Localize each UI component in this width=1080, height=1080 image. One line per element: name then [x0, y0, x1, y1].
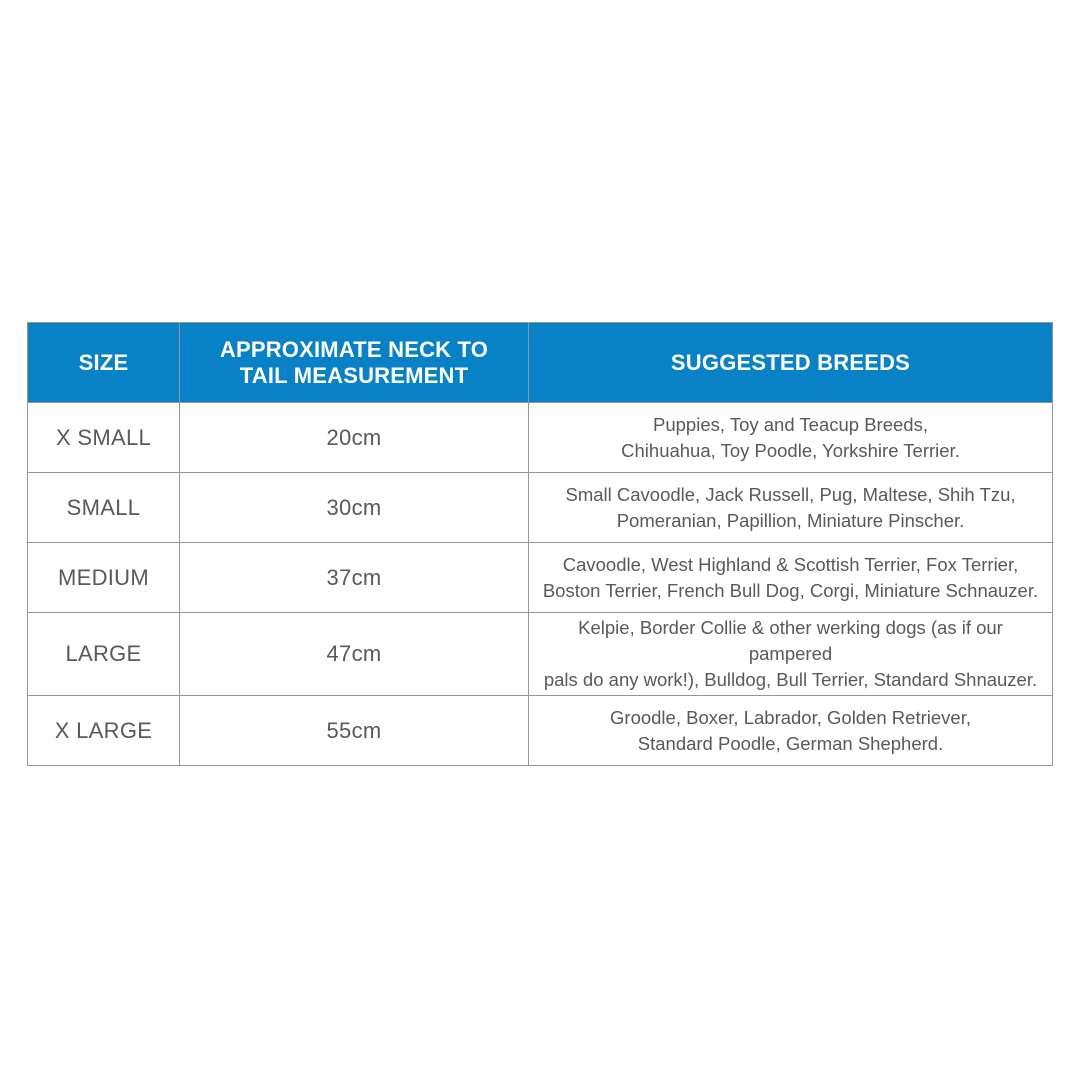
header-measurement — [180, 323, 529, 403]
size-cell: LARGE — [28, 613, 180, 696]
breeds-line: Boston Terrier, French Bull Dog, Corgi, Miniature Schnauzer. — [542, 579, 1039, 601]
breeds-cell — [529, 543, 1053, 613]
breeds-line: Chihuahua, Toy Poodle, Yorkshire Terrier. — [621, 439, 960, 461]
header-breeds — [529, 323, 1053, 403]
size-chart-table — [27, 322, 1053, 766]
table-row — [28, 696, 1053, 766]
header-measurement-label: APPROXIMATE NECK TO TAIL MEASUREMENT — [219, 336, 489, 388]
breeds-line: Cavoodle, West Highland & Scottish Terrier, Fox Terrier, — [562, 553, 1019, 575]
table-row — [28, 473, 1053, 543]
size-cell: X SMALL — [28, 403, 180, 473]
breeds-line: Kelpie, Border Collie & other werking dogs (as if our pampered — [578, 617, 1003, 664]
size-cell: SMALL — [28, 473, 180, 543]
breeds-cell — [529, 473, 1053, 543]
measurement-cell: 55cm — [180, 696, 529, 766]
measurement-cell: 20cm — [180, 403, 529, 473]
header-row — [28, 323, 1053, 403]
header-size-label: SIZE — [78, 349, 129, 375]
breeds-line: Groodle, Boxer, Labrador, Golden Retriever, — [610, 706, 971, 728]
breeds-cell — [529, 613, 1053, 696]
measurement-cell: 30cm — [180, 473, 529, 543]
measurement-cell: 47cm — [180, 613, 529, 696]
breeds-line: Small Cavoodle, Jack Russell, Pug, Maltese, Shih Tzu, — [565, 483, 1016, 505]
header-size — [28, 323, 180, 403]
table-row — [28, 403, 1053, 473]
breeds-line: Standard Poodle, German Shepherd. — [637, 732, 944, 754]
table-row — [28, 543, 1053, 613]
breeds-line: pals do any work!), Bulldog, Bull Terrier, Standard Shnauzer. — [543, 669, 1038, 690]
table-row — [28, 613, 1053, 696]
breeds-line: Puppies, Toy and Teacup Breeds, — [653, 413, 928, 435]
size-cell: X LARGE — [28, 696, 180, 766]
size-cell: MEDIUM — [28, 543, 180, 613]
breeds-cell — [529, 403, 1053, 473]
breeds-line: Pomeranian, Papillion, Miniature Pinscher. — [616, 509, 965, 531]
measurement-cell: 37cm — [180, 543, 529, 613]
breeds-cell — [529, 696, 1053, 766]
header-breeds-label: SUGGESTED BREEDS — [670, 349, 911, 375]
